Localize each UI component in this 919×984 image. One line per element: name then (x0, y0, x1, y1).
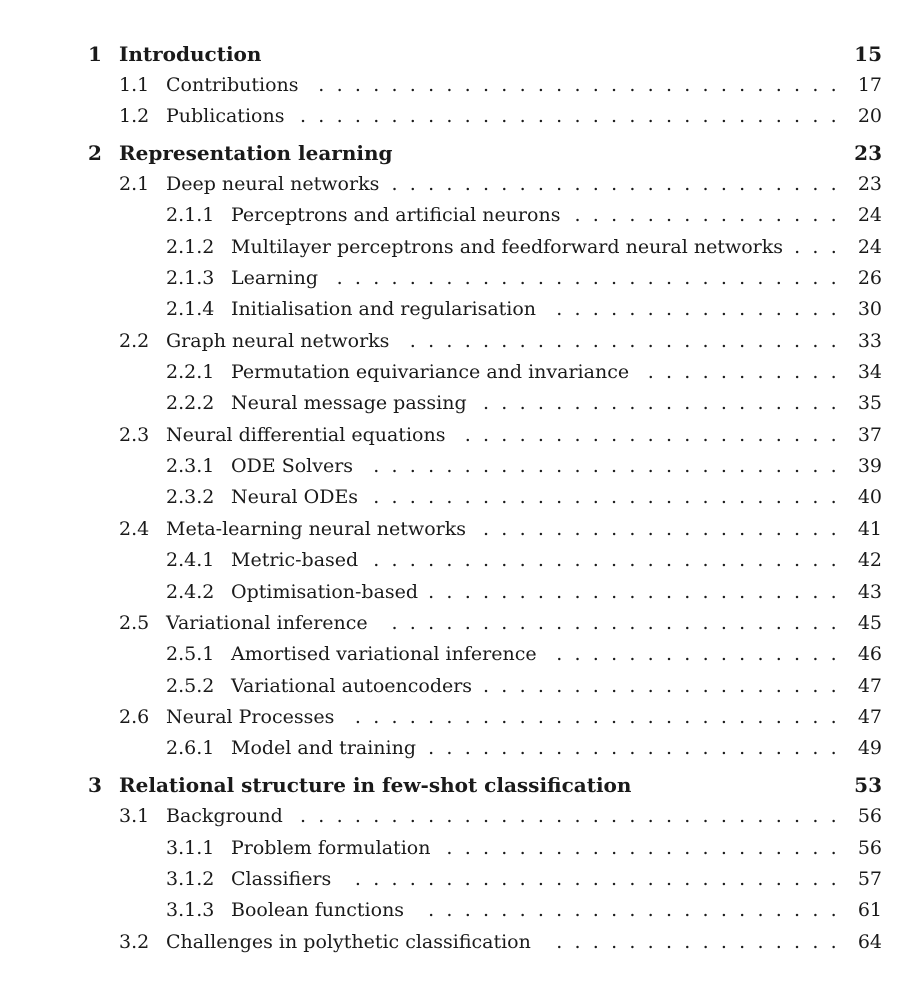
toc-entry-3-1-1[interactable] (0, 837, 919, 863)
dot-leader: . . . . . . . . . . . . . . . . (556, 643, 837, 665)
dot-leader: . . . . . . . . . . . . . . . . (556, 931, 837, 953)
toc-entry-2-5-1[interactable] (0, 643, 919, 669)
toc-entry-number: 3 (88, 773, 102, 797)
toc-entry-page: 57 (857, 868, 882, 890)
dot-leader: . . . . . . . . . . . . . . . . . . . . (483, 518, 837, 540)
toc-entry-title: Challenges in polythetic classification (166, 931, 531, 953)
toc-entry-page: 24 (857, 204, 882, 226)
toc-entry-title: Initialisation and regularisation (231, 298, 537, 320)
dot-leader: . . . (794, 236, 837, 258)
toc-entry-page: 39 (857, 455, 882, 477)
toc-entry-1[interactable] (0, 42, 919, 68)
toc-entry-number: 2.5.1 (166, 643, 215, 665)
toc-entry-page: 47 (857, 706, 882, 728)
toc-entry-2-4[interactable] (0, 518, 919, 544)
toc-entry-number: 1 (88, 42, 102, 66)
toc-entry-number: 2.3.2 (166, 486, 215, 508)
dot-leader: . . . . . . . . . . . . . . . . . . . . (483, 392, 837, 414)
dot-leader: . . . . . . . . . . . . . . . . . . . . . . . (428, 899, 837, 921)
toc-entry-title: Deep neural networks (166, 173, 380, 195)
toc-entry-title: Multilayer perceptrons and feedforward neural networks (231, 236, 783, 258)
toc-entry-title: Variational inference (166, 612, 368, 634)
toc-entry-title: Relational structure in few-shot classification (119, 773, 632, 797)
toc-entry-number: 2.4 (119, 518, 150, 540)
toc-entry-number: 2.5.2 (166, 675, 215, 697)
toc-entry-page: 45 (857, 612, 882, 634)
toc-entry-title: Learning (231, 267, 318, 289)
toc-entry-number: 1.2 (119, 105, 150, 127)
toc-entry-number: 2.1.4 (166, 298, 215, 320)
dot-leader: . . . . . . . . . . . . . . . . . . . . . . . . (409, 330, 837, 352)
dot-leader: . . . . . . . . . . . . . . . . . . . . . . . . . (391, 612, 837, 634)
toc-entry-3[interactable] (0, 773, 919, 799)
toc-entry-title: Meta-learning neural networks (166, 518, 466, 540)
toc-entry-number: 3.1.3 (166, 899, 215, 921)
toc-entry-number: 2.1 (119, 173, 150, 195)
toc-entry-number: 2 (88, 141, 102, 165)
dot-leader: . . . . . . . . . . . . . . . . . . . . . . . (428, 737, 837, 759)
dot-leader: . . . . . . . . . . . . . . . . . . . . . . . (428, 581, 837, 603)
toc-entry-number: 2.1.2 (166, 236, 215, 258)
dot-leader: . . . . . . . . . . . . . . . (574, 204, 837, 226)
toc-entry-title: Model and training (231, 737, 417, 759)
toc-entry-page: 17 (857, 74, 882, 96)
toc-entry-number: 2.2 (119, 330, 150, 352)
toc-entry-page: 26 (857, 267, 882, 289)
toc-entry-2-4-2[interactable] (0, 581, 919, 607)
toc-entry-number: 2.4.2 (166, 581, 215, 603)
toc-entry-2-5[interactable] (0, 612, 919, 638)
toc-entry-page: 43 (857, 581, 882, 603)
toc-entry-page: 15 (854, 42, 882, 66)
toc-entry-title: Publications (166, 105, 285, 127)
toc-entry-2-1-1[interactable] (0, 204, 919, 230)
toc-entry-number: 2.6 (119, 706, 150, 728)
toc-entry-number: 3.1.2 (166, 868, 215, 890)
toc-entry-page: 23 (857, 173, 882, 195)
toc-entry-title: Neural differential equations (166, 424, 446, 446)
toc-entry-2[interactable] (0, 141, 919, 167)
toc-entry-page: 37 (857, 424, 882, 446)
toc-entry-2-4-1[interactable] (0, 549, 919, 575)
toc-entry-number: 3.1.1 (166, 837, 215, 859)
dot-leader: . . . . . . . . . . . . . . . . (556, 298, 837, 320)
toc-entry-3-1-2[interactable] (0, 868, 919, 894)
toc-entry-title: Problem formulation (231, 837, 431, 859)
toc-entry-title: Classifiers (231, 868, 332, 890)
toc-entry-title: Introduction (119, 42, 262, 66)
toc-entry-number: 2.3.1 (166, 455, 215, 477)
dot-leader: . . . . . . . . . . . . . . . . . . . . (483, 675, 837, 697)
dot-leader: . . . . . . . . . . . . . . . . . . . . . . . . . . (373, 455, 837, 477)
toc-entry-page: 49 (857, 737, 882, 759)
toc-entry-3-1[interactable] (0, 805, 919, 831)
toc-entry-title: Neural Processes (166, 706, 335, 728)
toc-entry-2-1-2[interactable] (0, 236, 919, 262)
toc-entry-page: 34 (857, 361, 882, 383)
toc-entry-1-1[interactable] (0, 74, 919, 100)
toc-entry-number: 2.4.1 (166, 549, 215, 571)
toc-entry-2-1-4[interactable] (0, 298, 919, 324)
toc-entry-title: Variational autoencoders (231, 675, 473, 697)
toc-entry-title: Amortised variational inference (231, 643, 537, 665)
toc-entry-title: Boolean functions (231, 899, 405, 921)
toc-entry-number: 2.2.1 (166, 361, 215, 383)
dot-leader: . . . . . . . . . . . (647, 361, 837, 383)
dot-leader: . . . . . . . . . . . . . . . . . . . . . . . . . . (373, 549, 837, 571)
toc-entry-title: Representation learning (119, 141, 393, 165)
dot-leader: . . . . . . . . . . . . . . . . . . . . . . . . . . . . . (318, 74, 837, 96)
toc-entry-title: Neural message passing (231, 392, 467, 414)
toc-entry-2-1-3[interactable] (0, 267, 919, 293)
toc-entry-number: 1.1 (119, 74, 150, 96)
toc-entry-number: 2.2.2 (166, 392, 215, 414)
toc-entry-title: Permutation equivariance and invariance (231, 361, 630, 383)
toc-entry-page: 47 (857, 675, 882, 697)
toc-entry-2-2-1[interactable] (0, 361, 919, 387)
dot-leader: . . . . . . . . . . . . . . . . . . . . . . (446, 837, 837, 859)
dot-leader: . . . . . . . . . . . . . . . . . . . . . . . . . . (373, 486, 837, 508)
toc-entry-title: Perceptrons and artificial neurons (231, 204, 561, 226)
dot-leader: . . . . . . . . . . . . . . . . . . . . . (464, 424, 837, 446)
dot-leader: . . . . . . . . . . . . . . . . . . . . . . . . . . . (354, 868, 837, 890)
toc-entry-page: 56 (857, 805, 882, 827)
toc-entry-title: Graph neural networks (166, 330, 390, 352)
toc-entry-number: 2.3 (119, 424, 150, 446)
toc-entry-page: 56 (857, 837, 882, 859)
toc-entry-title: Background (166, 805, 283, 827)
toc-entry-2-6[interactable] (0, 706, 919, 732)
toc-entry-page: 35 (857, 392, 882, 414)
toc-entry-page: 42 (857, 549, 882, 571)
toc-entry-number: 2.6.1 (166, 737, 215, 759)
toc-entry-page: 41 (857, 518, 882, 540)
toc-entry-title: Optimisation-based (231, 581, 419, 603)
toc-entry-page: 20 (857, 105, 882, 127)
toc-entry-page: 61 (857, 899, 882, 921)
toc-entry-2-2[interactable] (0, 330, 919, 356)
toc-entry-2-3[interactable] (0, 424, 919, 450)
toc-entry-page: 64 (857, 931, 882, 953)
toc-entry-page: 33 (857, 330, 882, 352)
toc-entry-page: 46 (857, 643, 882, 665)
dot-leader: . . . . . . . . . . . . . . . . . . . . . . . . . (391, 173, 837, 195)
dot-leader: . . . . . . . . . . . . . . . . . . . . . . . . . . . . (336, 267, 837, 289)
toc-entry-2-2-2[interactable] (0, 392, 919, 418)
toc-entry-title: Neural ODEs (231, 486, 359, 508)
toc-entry-3-1-3[interactable] (0, 899, 919, 925)
toc-entry-1-2[interactable] (0, 105, 919, 131)
toc-entry-2-5-2[interactable] (0, 675, 919, 701)
toc-entry-number: 2.1.1 (166, 204, 215, 226)
toc-entry-2-3-1[interactable] (0, 455, 919, 481)
toc-entry-3-2[interactable] (0, 931, 919, 957)
toc-entry-2-6-1[interactable] (0, 737, 919, 763)
toc-entry-number: 3.1 (119, 805, 150, 827)
toc-entry-page: 53 (854, 773, 882, 797)
toc-entry-title: Metric-based (231, 549, 359, 571)
toc-entry-page: 24 (857, 236, 882, 258)
toc-entry-page: 23 (854, 141, 882, 165)
toc-entry-2-3-2[interactable] (0, 486, 919, 512)
toc-entry-number: 2.5 (119, 612, 150, 634)
dot-leader: . . . . . . . . . . . . . . . . . . . . . . . . . . . . . . (300, 105, 837, 127)
toc-entry-number: 3.2 (119, 931, 150, 953)
dot-leader: . . . . . . . . . . . . . . . . . . . . . . . . . . . (354, 706, 837, 728)
toc-entry-title: ODE Solvers (231, 455, 354, 477)
toc-entry-number: 2.1.3 (166, 267, 215, 289)
toc-entry-page: 30 (857, 298, 882, 320)
toc-entry-title: Contributions (166, 74, 299, 96)
dot-leader: . . . . . . . . . . . . . . . . . . . . . . . . . . . . . . (300, 805, 837, 827)
toc-entry-page: 40 (857, 486, 882, 508)
toc-entry-2-1[interactable] (0, 173, 919, 199)
